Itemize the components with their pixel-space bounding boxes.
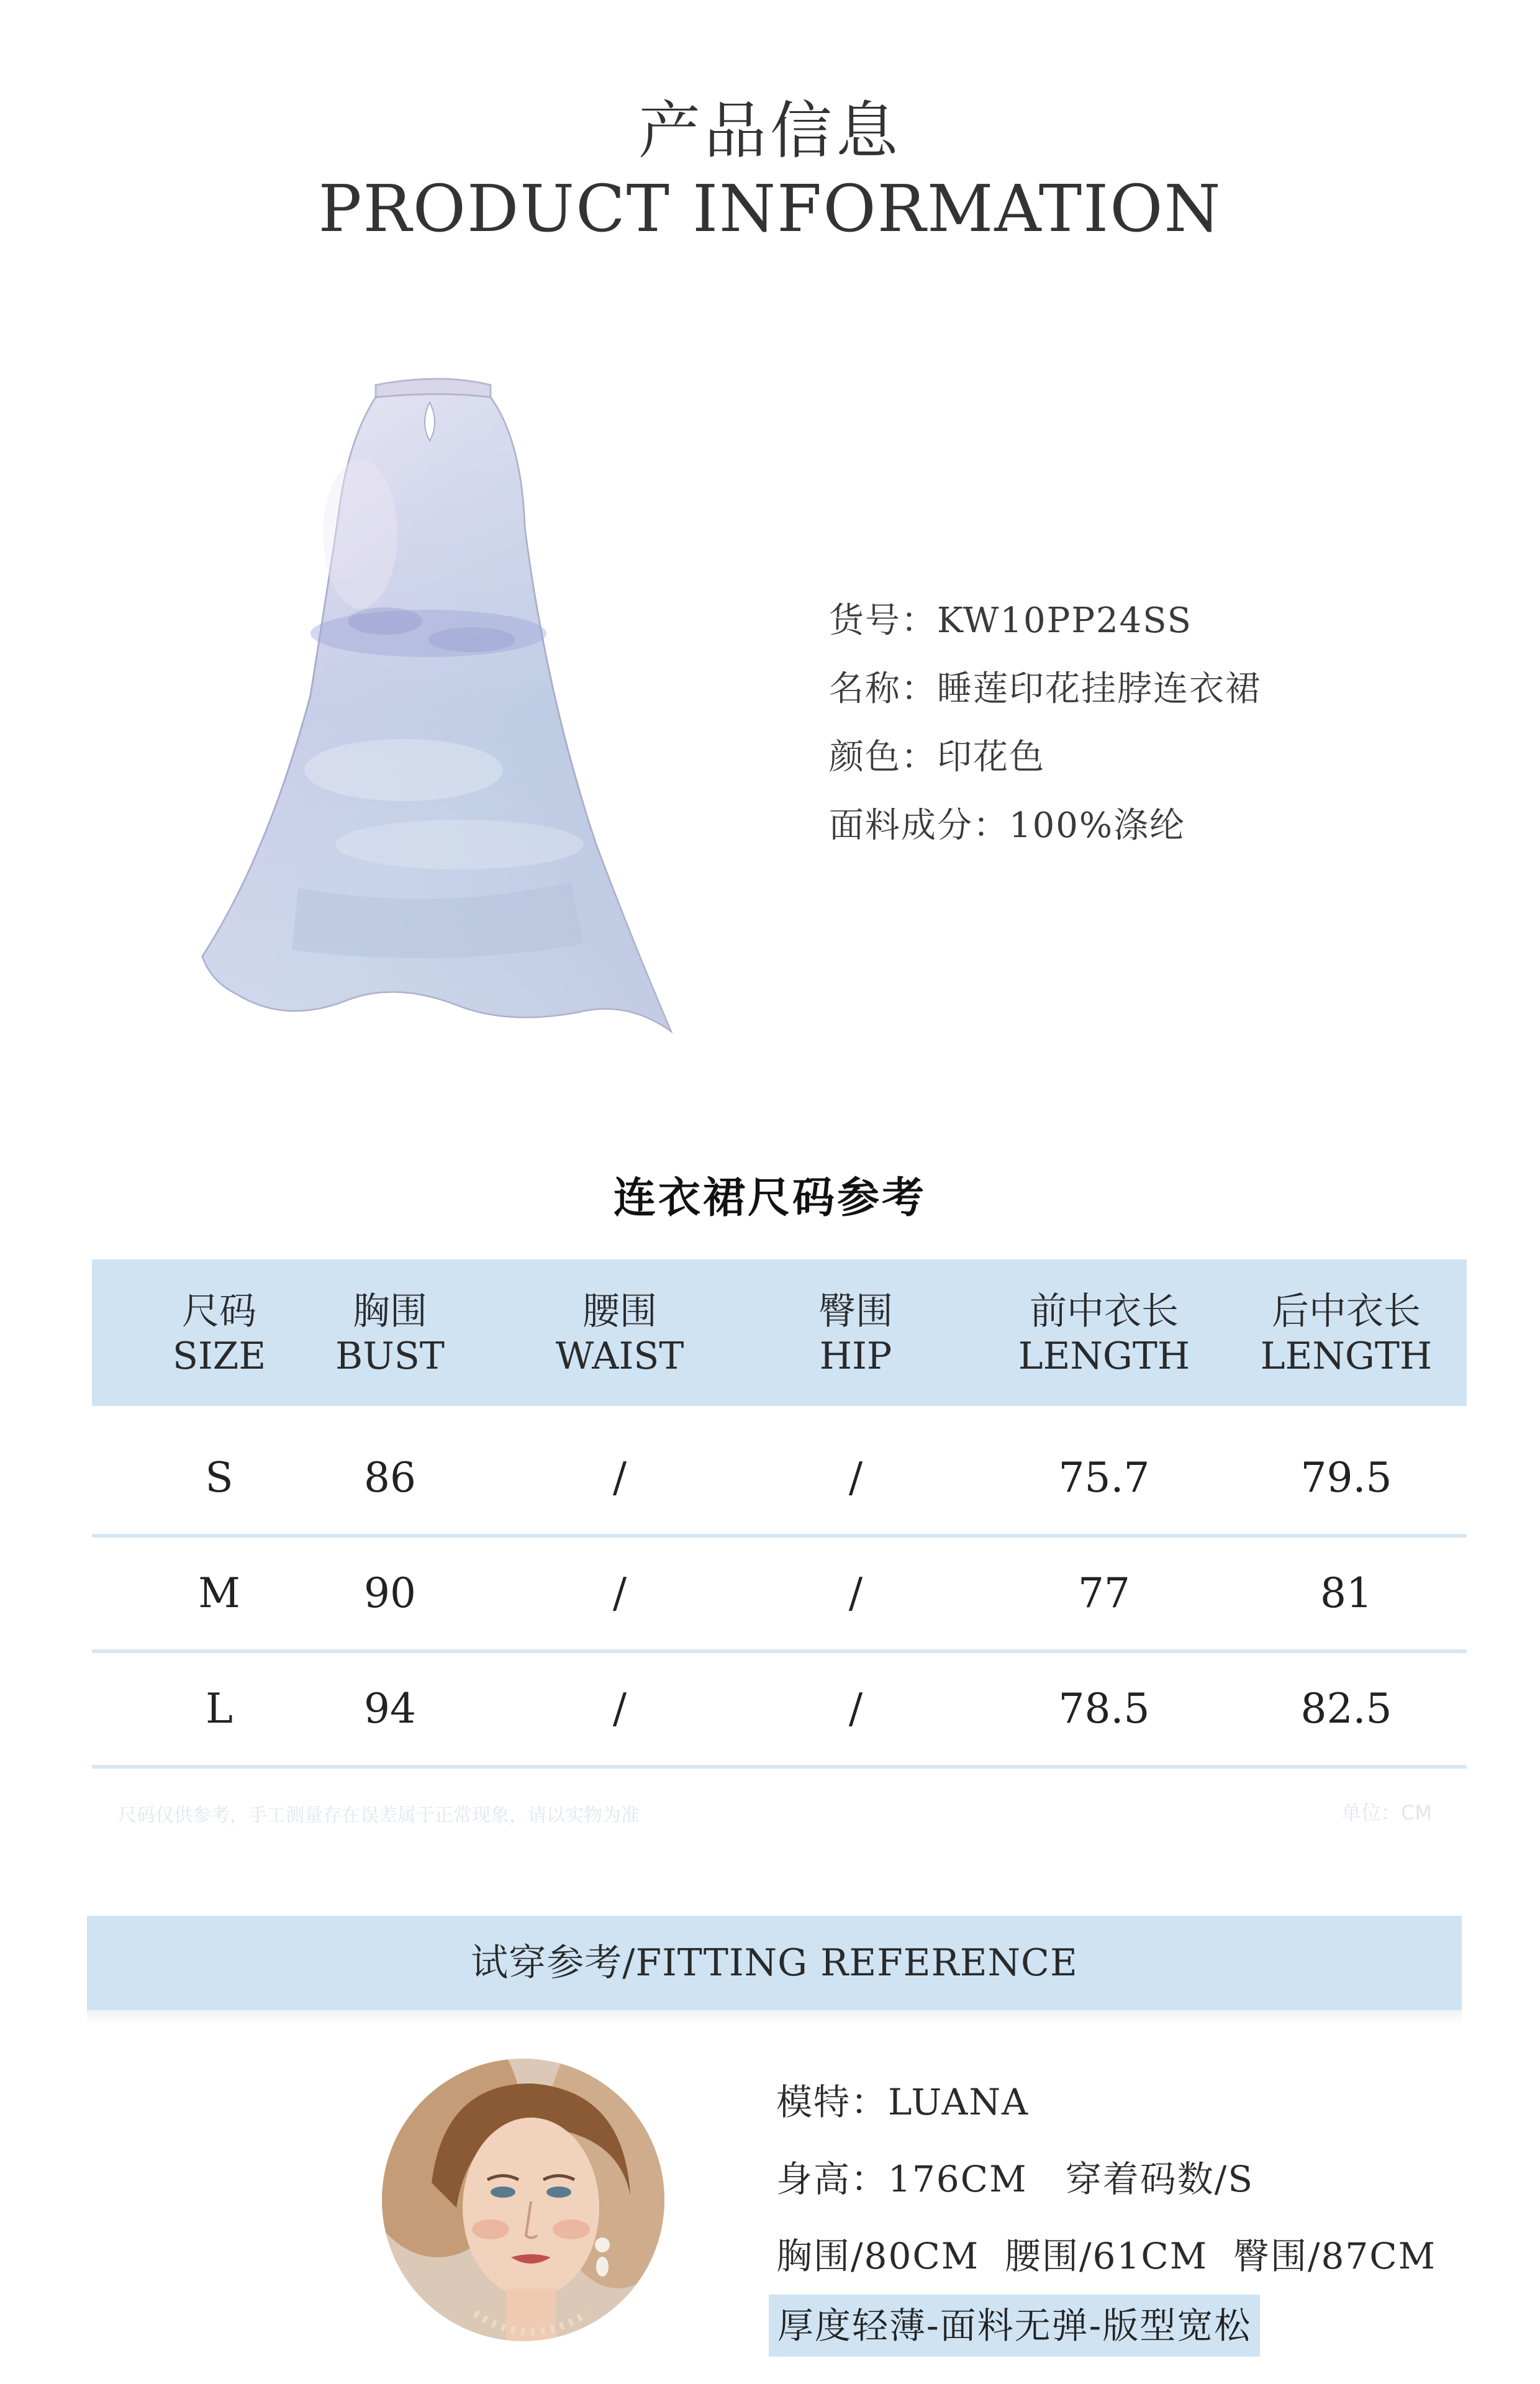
unit-label: 单位：CM	[1341, 1801, 1432, 1824]
table-row	[92, 1653, 1467, 1769]
column-header-cn: 尺码	[182, 1290, 256, 1333]
cell-front-length: 77	[1078, 1569, 1130, 1617]
cell-waist: /	[612, 1454, 627, 1502]
dress-icon	[199, 373, 683, 1049]
cell-front-length: 78.5	[1058, 1685, 1150, 1733]
cell-waist: /	[612, 1569, 627, 1617]
cell-back-length: 81	[1320, 1569, 1372, 1617]
cell-size: M	[198, 1569, 240, 1617]
column-header-en: LENGTH	[1018, 1335, 1190, 1378]
cell-back-length: 82.5	[1300, 1685, 1392, 1733]
product-color: 颜色：印花色	[829, 737, 1045, 777]
dress-illustration	[199, 373, 683, 1049]
column-header-back-length	[1228, 1289, 1464, 1379]
row-divider	[92, 1765, 1467, 1769]
model-measurements: 胸围/80CM 腰围/61CM 臀围/87CM	[776, 2235, 1437, 2277]
product-name: 名称：睡莲印花挂脖连衣裙	[829, 669, 1261, 709]
column-header-en: HIP	[819, 1335, 892, 1378]
model-avatar	[382, 2059, 664, 2341]
model-name: 模特：LUANA	[776, 2081, 1029, 2123]
column-header-en: WAIST	[555, 1335, 684, 1378]
cell-back-length: 79.5	[1300, 1454, 1392, 1502]
column-header-cn: 胸围	[353, 1290, 427, 1333]
cell-bust: 86	[364, 1454, 416, 1502]
model-height-size: 身高：176CM 穿着码数/S	[776, 2158, 1254, 2200]
size-chart-title: 连衣裙尺码参考	[613, 1173, 926, 1223]
size-table-header	[92, 1259, 1467, 1406]
cell-waist: /	[612, 1685, 627, 1733]
column-header-front-length	[986, 1289, 1222, 1379]
column-header-en: BUST	[335, 1335, 445, 1378]
fitting-reference-title: 试穿参考/FITTING REFERENCE	[471, 1941, 1078, 1985]
column-header-hip	[756, 1289, 955, 1379]
column-header-cn: 后中衣长	[1272, 1290, 1421, 1333]
model-portrait-icon	[382, 2059, 664, 2341]
column-header-en: LENGTH	[1260, 1335, 1433, 1378]
column-header-bust	[297, 1289, 483, 1379]
table-row	[92, 1538, 1467, 1653]
banner-shadow	[87, 2010, 1462, 2025]
fitting-reference-banner	[87, 1916, 1462, 2010]
cell-size: S	[205, 1454, 233, 1502]
product-sku: 货号：KW10PP24SS	[829, 601, 1193, 641]
cell-hip: /	[848, 1569, 863, 1617]
table-row	[92, 1422, 1467, 1538]
cell-hip: /	[848, 1454, 863, 1502]
cell-bust: 90	[364, 1569, 416, 1617]
cell-hip: /	[848, 1685, 863, 1733]
size-disclaimer: 尺码仅供参考，手工测量存在误差属于正常现象，请以实物为准	[118, 1805, 640, 1826]
column-header-waist	[520, 1289, 719, 1379]
cell-size: L	[206, 1685, 233, 1733]
column-header-en: SIZE	[172, 1335, 266, 1378]
fabric-feature-badge: 厚度轻薄-面料无弹-版型宽松	[769, 2295, 1260, 2357]
page-title-english: PRODUCT INFORMATION	[318, 171, 1222, 247]
cell-bust: 94	[364, 1685, 416, 1733]
cell-front-length: 75.7	[1058, 1454, 1150, 1502]
column-header-cn: 臀围	[818, 1290, 893, 1333]
product-fabric: 面料成分：100%涤纶	[829, 805, 1186, 846]
column-header-cn: 腰围	[582, 1290, 657, 1333]
column-header-cn: 前中衣长	[1030, 1290, 1179, 1333]
page-title-chinese: 产品信息	[638, 94, 902, 167]
